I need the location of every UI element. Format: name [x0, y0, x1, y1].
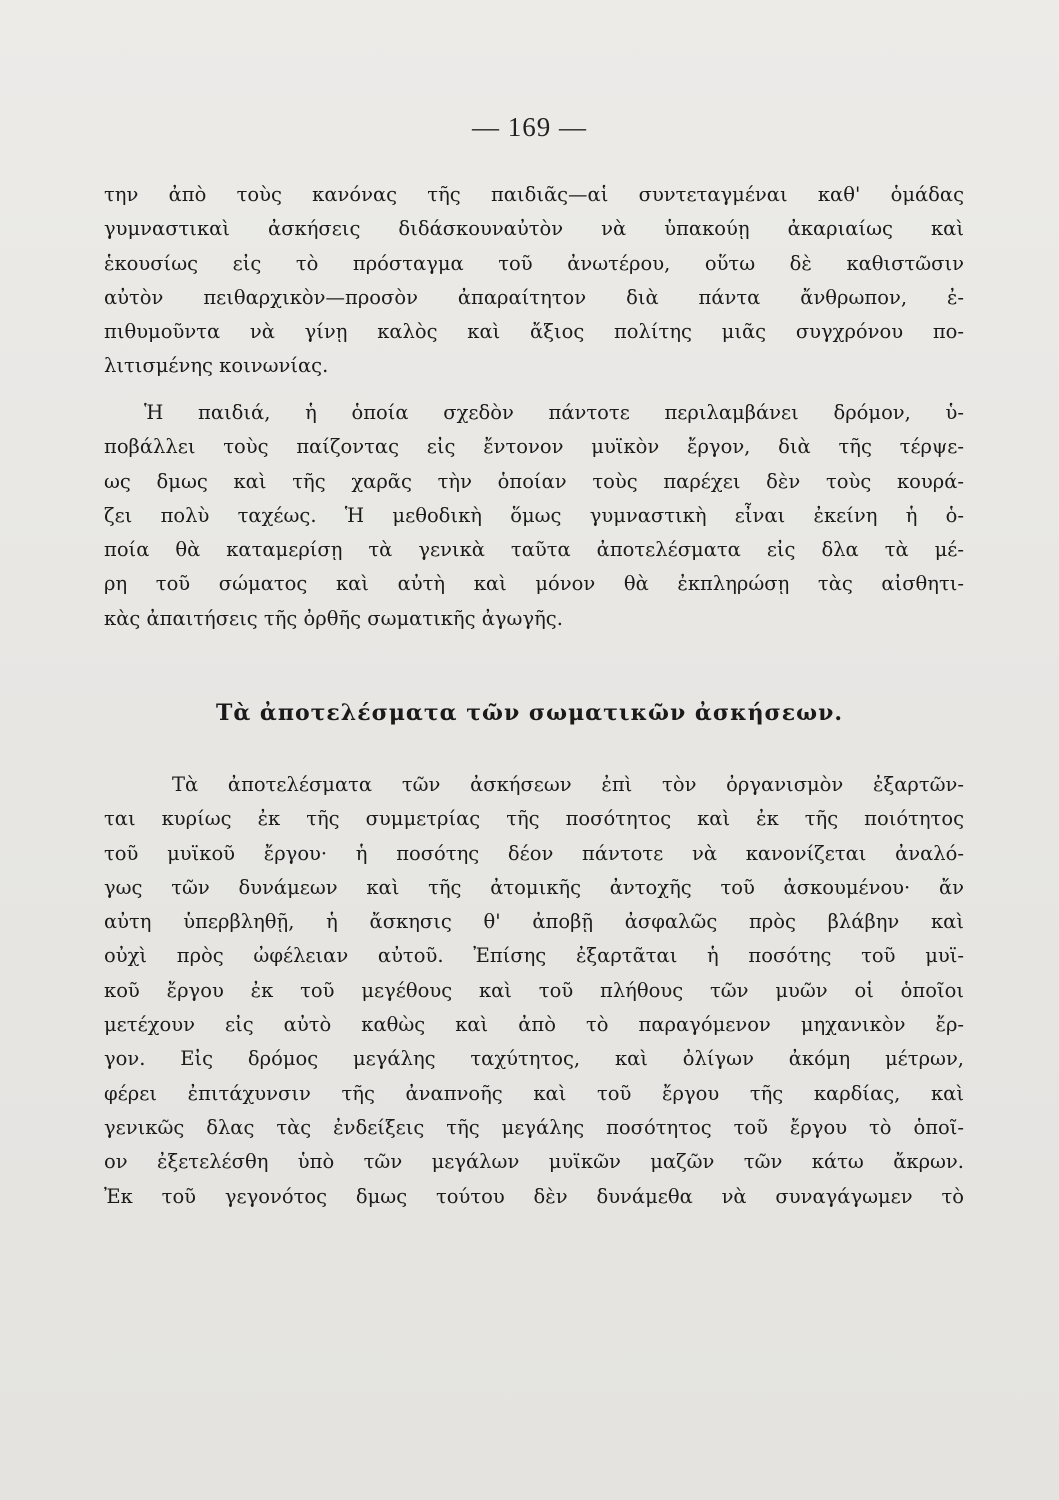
text-line: ως δμως καὶ τῆς χαρᾶς τὴν ὁποίαν τοὺς παρέχει δὲν τοὺς κουρά- — [104, 469, 964, 493]
text-line: λιτισμένης κοινωνίας. — [104, 354, 329, 378]
text-line: Ἡ παιδιά, ἡ ὁποία σχεδὸν πάντοτε περιλαμβάνει δρόμον, ὑ- — [144, 401, 964, 424]
text-line: τοῦ μυϊκοῦ ἔργου· ἡ ποσότης δέον πάντοτε νὰ κανονίζεται ἀναλό- — [104, 841, 964, 865]
text-line: οὐχὶ πρὸς ὠφέλειαν αὐτοῦ. Ἐπίσης ἐξαρτᾶται ἡ ποσότης τοῦ μυϊ- — [104, 944, 964, 968]
text-line: μετέχουν εἰς αὐτὸ καθὼς καὶ ἀπὸ τὸ παραγόμενον μηχανικὸν ἔρ- — [104, 1013, 964, 1037]
text-line: κοῦ ἔργου ἐκ τοῦ μεγέθους καὶ τοῦ πλήθους τῶν μυῶν οἱ ὁποῖοι — [104, 978, 964, 1002]
text-line: ρη τοῦ σώματος καὶ αὐτὴ καὶ μόνον θὰ ἐκπληρώσῃ τὰς αἰσθητι- — [104, 572, 964, 596]
text-line: ζει πολὺ ταχέως. Ἡ μεθοδικὴ ὅμως γυμναστικὴ εἶναι ἐκείνη ἡ ὁ- — [104, 503, 964, 527]
text-line: Ἐκ τοῦ γεγονότος δμως τούτου δὲν δυνάμεθα νὰ συναγάγωμεν τὸ — [104, 1184, 964, 1208]
text-line: Τὰ ἀποτελέσματα τῶν ἀσκήσεων ἐπὶ τὸν ὀργανισμὸν ἐξαρτῶν- — [172, 773, 964, 796]
text-line: γον. Εἰς δρόμος μεγάλης ταχύτητος, καὶ ὀλίγων ἀκόμη μέτρων, — [104, 1047, 964, 1071]
paragraph-3 — [104, 768, 964, 1214]
paragraph-1 — [104, 178, 964, 384]
text-line: ον ἐξετελέσθη ὑπὸ τῶν μεγάλων μυϊκῶν μαζῶν τῶν κάτω ἄκρων. — [104, 1150, 964, 1174]
text-line: αὐτὸν πειθαρχικὸν—προσὸν ἀπαραίτητον διὰ πάντα ἄνθρωπον, ἐ- — [104, 285, 964, 309]
text-line: ται κυρίως ἐκ τῆς συμμετρίας τῆς ποσότητος καὶ ἐκ τῆς ποιότητος — [104, 807, 964, 831]
text-line: κὰς ἀπαιτήσεις τῆς ὀρθῆς σωματικῆς ἀγωγῆς. — [104, 606, 563, 630]
text-line: γυμναστικαὶ ἀσκήσεις διδάσκουναὐτὸν νὰ ὑπακούῃ ἀκαριαίως καὶ — [104, 217, 964, 241]
text-line: πιθυμοῦντα νὰ γίνῃ καλὸς καὶ ἄξιος πολίτης μιᾶς συγχρόνου πο- — [104, 320, 964, 344]
text-line: γενικῶς δλας τὰς ἐνδείξεις τῆς μεγάλης ποσότητος τοῦ ἔργου τὸ ὁποῖ- — [104, 1115, 964, 1139]
text-line: την ἀπὸ τοὺς κανόνας τῆς παιδιᾶς—αἱ συντεταγμέναι καθ' ὁμάδας — [104, 183, 964, 206]
text-line: ποία θὰ καταμερίσῃ τὰ γενικὰ ταῦτα ἀποτελέσματα εἰς δλα τὰ μέ- — [104, 538, 964, 562]
text-line: ἑκουσίως εἰς τὸ πρόσταγμα τοῦ ἀνωτέρου, οὕτω δὲ καθιστῶσιν — [104, 251, 964, 275]
paragraph-2 — [104, 396, 964, 636]
section-heading: Τὰ ἀποτελέσματα τῶν σωματικῶν ἀσκήσεων. — [215, 700, 844, 726]
page-number: — 169 — — [472, 112, 587, 142]
text-line: αὐτη ὑπερβληθῇ, ἡ ἄσκησις θ' ἀποβῇ ἀσφαλῶς πρὸς βλάβην καὶ — [104, 910, 964, 934]
text-line: γως τῶν δυνάμεων καὶ τῆς ἀτομικῆς ἀντοχῆς τοῦ ἀσκουμένου· ἄν — [104, 875, 964, 899]
text-line: ποβάλλει τοὺς παίζοντας εἰς ἔντονον μυϊκὸν ἔργον, διὰ τῆς τέρψε- — [104, 435, 964, 459]
text-line: φέρει ἐπιτάχυνσιν τῆς ἀναπνοῆς καὶ τοῦ ἔργου τῆς καρδίας, καὶ — [104, 1081, 964, 1105]
